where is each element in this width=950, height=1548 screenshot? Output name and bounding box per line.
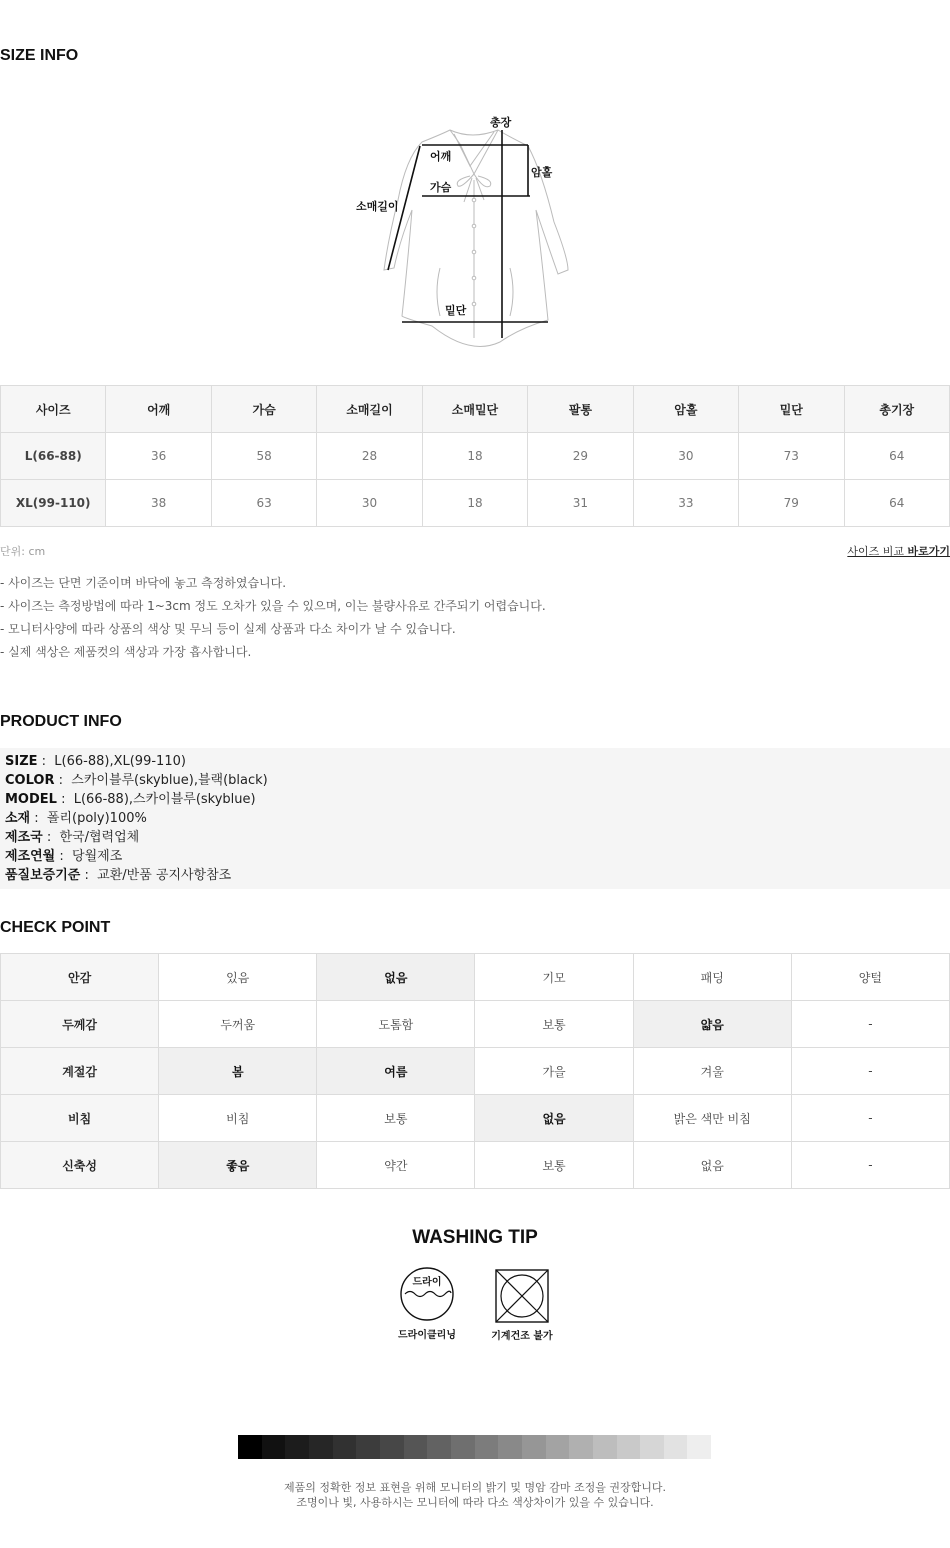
check-point-label: 안감	[1, 954, 159, 1001]
grayscale-swatch	[404, 1435, 428, 1459]
note-item: - 사이즈는 단면 기준이며 바닥에 놓고 측정하였습니다.	[0, 576, 287, 590]
check-option: 겨울	[633, 1048, 791, 1095]
table-cell: 30	[633, 433, 738, 480]
table-row	[1, 1001, 950, 1048]
disclaimer-line: 제품의 정확한 정보 표현을 위해 모니터의 밝기 및 명암 감마 조정을 권장합니다.	[284, 1481, 666, 1494]
size-notes	[0, 573, 546, 665]
grayscale-swatch	[617, 1435, 641, 1459]
grayscale-swatch	[356, 1435, 380, 1459]
check-option: 보통	[475, 1142, 633, 1189]
table-cell: 38	[106, 480, 211, 527]
grayscale-swatch	[498, 1435, 522, 1459]
product-info-value: 스카이블루(skyblue),블랙(black)	[71, 773, 268, 788]
table-cell: 30	[317, 480, 422, 527]
grayscale-swatch	[451, 1435, 475, 1459]
grayscale-swatch	[569, 1435, 593, 1459]
table-cell: 36	[106, 433, 211, 480]
grayscale-swatch	[687, 1435, 711, 1459]
sleeve-length-label: 소매길이	[356, 200, 399, 213]
check-option: 비침	[159, 1095, 317, 1142]
check-option: 없음	[633, 1142, 791, 1189]
grayscale-swatch	[333, 1435, 357, 1459]
check-option: 밝은 색만 비침	[633, 1095, 791, 1142]
size-table-header: 소매길이	[317, 386, 422, 433]
check-option: 없음	[317, 954, 475, 1001]
table-cell: 29	[528, 433, 633, 480]
table-cell: 73	[739, 433, 844, 480]
grayscale-swatch	[262, 1435, 286, 1459]
table-cell: 63	[211, 480, 316, 527]
check-option: 얇음	[633, 1001, 791, 1048]
table-cell: 18	[422, 480, 527, 527]
monitor-disclaimer	[0, 1480, 950, 1510]
size-table-header: 소매밑단	[422, 386, 527, 433]
size-info-title: SIZE INFO	[0, 47, 79, 64]
size-compare-link-bold: 바로가기	[907, 545, 950, 558]
table-row	[1, 954, 950, 1001]
grayscale-swatch	[427, 1435, 451, 1459]
product-info-key: 소재	[5, 811, 31, 826]
check-option: 있음	[159, 954, 317, 1001]
table-row	[1, 1095, 950, 1142]
wash-caption: 드라이클리닝	[398, 1330, 456, 1341]
disclaimer-line: 조명이나 빛, 사용하시는 모니터에 따라 다소 색상차이가 있을 수 있습니다.	[296, 1496, 654, 1509]
check-point-table	[0, 953, 950, 1189]
unit-note: 단위: cm	[0, 545, 46, 558]
check-option: 두꺼움	[159, 1001, 317, 1048]
check-option: -	[791, 1142, 949, 1189]
check-option: 좋음	[159, 1142, 317, 1189]
check-option: -	[791, 1095, 949, 1142]
table-row	[1, 433, 950, 480]
wash-icon-dry-clean	[392, 1266, 462, 1341]
dry-clean-inner-text: 드라이	[412, 1277, 442, 1288]
check-point-label: 비침	[1, 1095, 159, 1142]
product-info-row: 제조국 : 한국/협력업체	[5, 830, 140, 845]
check-point-label: 계절감	[1, 1048, 159, 1095]
product-info-row: MODEL : L(66-88),스카이블루(skyblue)	[5, 792, 256, 807]
product-info-key: 제조국	[5, 830, 43, 845]
product-info-value: 폴리(poly)100%	[46, 811, 147, 826]
check-option: -	[791, 1001, 949, 1048]
note-item: - 실제 색상은 제품컷의 색상과 가장 흡사합니다.	[0, 645, 252, 659]
product-info-row: 품질보증기준 : 교환/반품 공지사항참조	[5, 868, 232, 883]
table-row	[1, 1048, 950, 1095]
hem-label: 밑단	[445, 304, 467, 317]
size-compare-link[interactable]	[847, 543, 950, 559]
grayscale-swatch	[593, 1435, 617, 1459]
product-info-title: PRODUCT INFO	[0, 713, 122, 730]
table-cell: 33	[633, 480, 738, 527]
grayscale-swatch	[285, 1435, 309, 1459]
check-option: 양털	[791, 954, 949, 1001]
grayscale-swatch	[546, 1435, 570, 1459]
product-info-value: 당월제조	[72, 849, 123, 864]
table-cell: 64	[844, 480, 950, 527]
product-info-value: L(66-88),스카이블루(skyblue)	[73, 792, 256, 807]
check-option: 가을	[475, 1048, 633, 1095]
table-cell: 18	[422, 433, 527, 480]
grayscale-swatch	[475, 1435, 499, 1459]
size-table-header: 암홀	[633, 386, 738, 433]
garment-size-diagram	[350, 110, 590, 355]
product-info-key: 품질보증기준	[5, 868, 81, 883]
no-tumble-dry-icon	[492, 1266, 552, 1326]
dry-clean-icon	[399, 1266, 455, 1322]
product-info-key: MODEL	[5, 792, 57, 807]
note-item: - 모니터사양에 따라 상품의 색상 및 무늬 등이 실제 상품과 다소 차이가 날 수 있습니다.	[0, 622, 456, 636]
size-label: XL(99-110)	[1, 480, 106, 527]
product-info-row: 제조연월 : 당월제조	[5, 849, 123, 864]
note-item: - 사이즈는 측정방법에 따라 1~3cm 정도 오차가 있을 수 있으며, 이는 불량사유로 간주되기 어렵습니다.	[0, 599, 546, 613]
check-point-label: 신축성	[1, 1142, 159, 1189]
check-point-label: 두께감	[1, 1001, 159, 1048]
grayscale-swatch	[309, 1435, 333, 1459]
table-cell: 28	[317, 433, 422, 480]
wash-icon-no-tumble-dry	[487, 1266, 557, 1342]
size-table-header-row	[1, 386, 950, 433]
product-info-value: L(66-88),XL(99-110)	[54, 754, 186, 769]
table-cell: 79	[739, 480, 844, 527]
size-table-header: 가슴	[211, 386, 316, 433]
product-info-key: 제조연월	[5, 849, 56, 864]
grayscale-swatch	[238, 1435, 262, 1459]
check-option: 기모	[475, 954, 633, 1001]
check-option: 도톰함	[317, 1001, 475, 1048]
check-option: -	[791, 1048, 949, 1095]
size-label: L(66-88)	[1, 433, 106, 480]
table-cell: 58	[211, 433, 316, 480]
armhole-label: 암홀	[531, 166, 553, 179]
size-table-header: 팔통	[528, 386, 633, 433]
check-point-title: CHECK POINT	[0, 919, 111, 936]
check-option: 약간	[317, 1142, 475, 1189]
grayscale-bar	[238, 1435, 711, 1459]
product-info-key: COLOR	[5, 773, 55, 788]
check-option: 봄	[159, 1048, 317, 1095]
total-length-label: 총장	[490, 116, 512, 129]
size-table-header: 밑단	[739, 386, 844, 433]
size-table-header: 총기장	[844, 386, 950, 433]
product-info-key: SIZE	[5, 754, 38, 769]
table-row	[1, 480, 950, 527]
size-table	[0, 385, 950, 527]
product-info-row: 소재 : 폴리(poly)100%	[5, 811, 147, 826]
table-cell: 31	[528, 480, 633, 527]
check-option: 여름	[317, 1048, 475, 1095]
grayscale-swatch	[522, 1435, 546, 1459]
check-option: 없음	[475, 1095, 633, 1142]
product-info-value: 교환/반품 공지사항참조	[97, 868, 232, 883]
table-cell: 64	[844, 433, 950, 480]
table-row	[1, 1142, 950, 1189]
grayscale-swatch	[640, 1435, 664, 1459]
product-info-value: 한국/협력업체	[59, 830, 140, 845]
check-option: 보통	[317, 1095, 475, 1142]
product-info-row: COLOR : 스카이블루(skyblue),블랙(black)	[5, 773, 268, 788]
grayscale-swatch	[380, 1435, 404, 1459]
size-compare-link-prefix: 사이즈 비교	[847, 545, 908, 558]
check-option: 패딩	[633, 954, 791, 1001]
size-table-header: 어깨	[106, 386, 211, 433]
check-option: 보통	[475, 1001, 633, 1048]
wash-caption: 기계건조 불가	[491, 1331, 553, 1342]
grayscale-swatch	[664, 1435, 688, 1459]
chest-label: 가슴	[430, 181, 452, 194]
product-info-box	[0, 748, 950, 889]
product-info-row: SIZE : L(66-88),XL(99-110)	[5, 754, 186, 769]
shoulder-label: 어깨	[430, 150, 452, 163]
size-table-header: 사이즈	[1, 386, 106, 433]
washing-tip-title: WASHING TIP	[412, 1227, 538, 1248]
